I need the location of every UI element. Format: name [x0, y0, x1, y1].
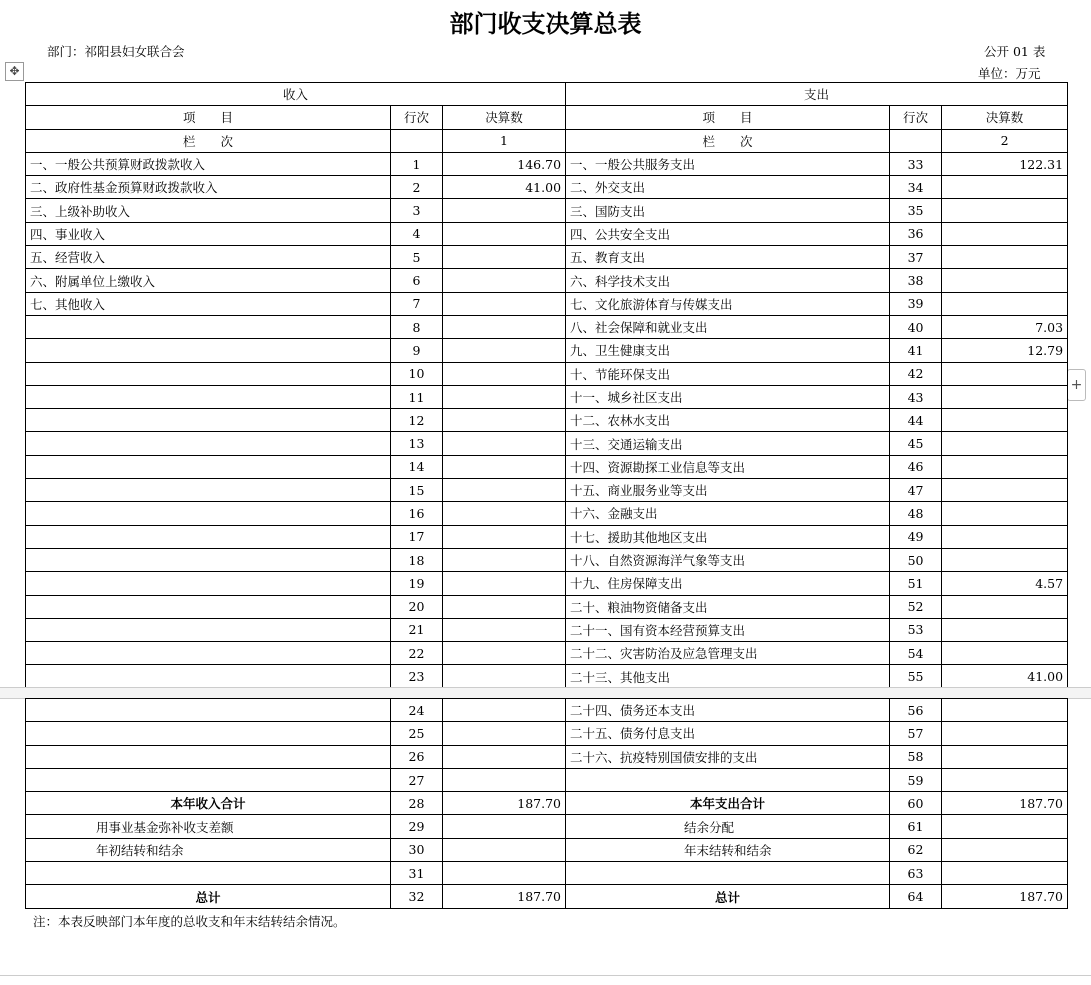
income-amount-cell [443, 838, 566, 861]
header-row-columns [26, 106, 1068, 129]
income-amount-cell: 187.70 [443, 792, 566, 815]
income-line-cell: 27 [391, 768, 443, 791]
expense-amount-cell [942, 455, 1068, 478]
table-row [26, 339, 1068, 362]
income-line-cell: 30 [391, 838, 443, 861]
income-amount-cell [443, 409, 566, 432]
table-row [26, 455, 1068, 478]
expense-line-cell: 34 [890, 176, 942, 199]
expense-amount-cell: 122.31 [942, 152, 1068, 175]
expense-line-cell: 47 [890, 479, 942, 502]
income-amount-cell [443, 246, 566, 269]
income-amount-cell [443, 199, 566, 222]
expense-item-cell: 二十四、债务还本支出 [566, 699, 890, 722]
expense-amount-cell [942, 432, 1068, 455]
income-line-cell: 16 [391, 502, 443, 525]
expense-amount-cell [942, 502, 1068, 525]
expense-item-cell: 二十一、国有资本经营预算支出 [566, 618, 890, 641]
income-amount-cell [443, 722, 566, 745]
income-item-cell: 年初结转和结余 [26, 838, 391, 861]
summary-table-part1 [25, 82, 1068, 689]
income-item-cell: 用事业基金弥补收支差额 [26, 815, 391, 838]
expense-amount-cell: 4.57 [942, 572, 1068, 595]
income-item-cell [26, 339, 391, 362]
expense-line-cell: 42 [890, 362, 942, 385]
expense-amount-cell: 41.00 [942, 665, 1068, 688]
expense-line-cell: 58 [890, 745, 942, 768]
expense-line-cell: 52 [890, 595, 942, 618]
expense-amount-cell: 187.70 [942, 885, 1068, 908]
expense-item-cell: 二十五、债务付息支出 [566, 722, 890, 745]
expense-line-cell: 45 [890, 432, 942, 455]
expense-amount-cell [942, 699, 1068, 722]
income-amount-cell [443, 618, 566, 641]
expense-item-cell: 十五、商业服务业等支出 [566, 479, 890, 502]
unit-label: 单位：万元 [978, 66, 1041, 81]
expense-item-cell: 十三、交通运输支出 [566, 432, 890, 455]
expense-amount-cell [942, 176, 1068, 199]
expense-line-cell: 51 [890, 572, 942, 595]
income-line-cell: 21 [391, 618, 443, 641]
table-row [26, 815, 1068, 838]
expense-line-cell: 57 [890, 722, 942, 745]
income-amount-cell: 146.70 [443, 152, 566, 175]
expense-line-header: 行次 [890, 106, 942, 129]
expense-amount-cell [942, 246, 1068, 269]
table-row [26, 745, 1068, 768]
expense-item-cell: 七、文化旅游体育与传媒支出 [566, 292, 890, 315]
expense-amount-cell [942, 862, 1068, 885]
income-item-cell: 三、上级补助收入 [26, 199, 391, 222]
expense-item-cell: 八、社会保障和就业支出 [566, 315, 890, 338]
form-number: 公开 01 表 [984, 44, 1046, 59]
header-row-column-index [26, 129, 1068, 152]
department-label: 部门：祁阳县妇女联合会 [47, 44, 185, 59]
income-line-cell: 14 [391, 455, 443, 478]
expense-item-cell: 结余分配 [566, 815, 890, 838]
income-amount-cell [443, 665, 566, 688]
expense-line-cell: 37 [890, 246, 942, 269]
income-amount-cell [443, 572, 566, 595]
expense-line-cell: 35 [890, 199, 942, 222]
income-line-cell: 4 [391, 222, 443, 245]
income-amount-cell [443, 525, 566, 548]
table-row [26, 315, 1068, 338]
income-item-cell: 六、附属单位上缴收入 [26, 269, 391, 292]
expense-amount-cell: 7.03 [942, 315, 1068, 338]
income-line-cell: 8 [391, 315, 443, 338]
income-amount-cell [443, 339, 566, 362]
table-row [26, 432, 1068, 455]
income-line-cell: 2 [391, 176, 443, 199]
footnote: 注：本表反映部门本年度的总收支和年末结转结余情况。 [33, 914, 346, 929]
table-row [26, 665, 1068, 688]
table-row [26, 246, 1068, 269]
expense-line-cell: 53 [890, 618, 942, 641]
income-line-cell: 32 [391, 885, 443, 908]
expense-line-cell: 61 [890, 815, 942, 838]
income-item-cell: 总计 [26, 885, 391, 908]
expense-item-cell: 一、一般公共服务支出 [566, 152, 890, 175]
table-row [26, 502, 1068, 525]
income-item-cell [26, 618, 391, 641]
table-row [26, 385, 1068, 408]
income-amount-cell [443, 479, 566, 502]
table-row [26, 152, 1068, 175]
expense-line-cell: 33 [890, 152, 942, 175]
expense-header: 支出 [566, 83, 1068, 106]
table-row [26, 199, 1068, 222]
table-row [26, 269, 1068, 292]
table-row [26, 699, 1068, 722]
table-row [26, 618, 1068, 641]
expense-line-cell: 46 [890, 455, 942, 478]
income-amount-cell [443, 862, 566, 885]
income-item-cell [26, 479, 391, 502]
expense-item-cell: 十七、援助其他地区支出 [566, 525, 890, 548]
income-line-cell: 10 [391, 362, 443, 385]
income-amount-cell [443, 815, 566, 838]
expense-item-cell: 十、节能环保支出 [566, 362, 890, 385]
expense-amount-cell [942, 768, 1068, 791]
expense-line-cell: 41 [890, 339, 942, 362]
income-item-cell [26, 642, 391, 665]
expense-column-number: 2 [942, 129, 1068, 152]
expense-amount-cell [942, 548, 1068, 571]
expense-amount-cell [942, 815, 1068, 838]
expense-amount-header: 决算数 [942, 106, 1068, 129]
expense-item-cell: 二十、粮油物资储备支出 [566, 595, 890, 618]
income-item-cell [26, 385, 391, 408]
income-line-cell: 29 [391, 815, 443, 838]
table-row [26, 838, 1068, 861]
table-row [26, 176, 1068, 199]
expense-item-cell: 十六、金融支出 [566, 502, 890, 525]
expense-line-cell: 40 [890, 315, 942, 338]
expense-item-cell: 本年支出合计 [566, 792, 890, 815]
expense-amount-cell [942, 642, 1068, 665]
income-amount-cell [443, 385, 566, 408]
income-amount-cell [443, 502, 566, 525]
expense-item-cell: 五、教育支出 [566, 246, 890, 269]
income-line-cell: 13 [391, 432, 443, 455]
income-line-cell: 25 [391, 722, 443, 745]
expense-amount-cell [942, 618, 1068, 641]
expense-amount-cell [942, 479, 1068, 502]
income-line-cell: 17 [391, 525, 443, 548]
income-line-cell: 19 [391, 572, 443, 595]
income-item-cell [26, 722, 391, 745]
expense-line-cell: 44 [890, 409, 942, 432]
income-amount-cell [443, 699, 566, 722]
income-item-cell [26, 572, 391, 595]
income-amount-cell [443, 768, 566, 791]
expense-line-cell: 54 [890, 642, 942, 665]
expense-line-cell: 55 [890, 665, 942, 688]
income-item-cell [26, 525, 391, 548]
income-amount-cell [443, 595, 566, 618]
expense-item-cell: 三、国防支出 [566, 199, 890, 222]
table-row [26, 572, 1068, 595]
expense-column-label: 栏 次 [566, 129, 890, 152]
income-line-cell: 28 [391, 792, 443, 815]
income-line-cell: 22 [391, 642, 443, 665]
income-line-cell: 24 [391, 699, 443, 722]
summary-table-part2 [25, 698, 1068, 909]
table-row [26, 362, 1068, 385]
table-row [26, 525, 1068, 548]
income-header: 收入 [26, 83, 566, 106]
income-amount-cell [443, 548, 566, 571]
grand-total-row [26, 885, 1068, 908]
income-column-number: 1 [443, 129, 566, 152]
table-row [26, 595, 1068, 618]
expense-item-cell: 十一、城乡社区支出 [566, 385, 890, 408]
income-line-cell: 7 [391, 292, 443, 315]
income-amount-cell: 187.70 [443, 885, 566, 908]
expense-item-cell: 九、卫生健康支出 [566, 339, 890, 362]
expense-amount-cell [942, 525, 1068, 548]
income-line-header: 行次 [391, 106, 443, 129]
income-line-cell: 9 [391, 339, 443, 362]
income-item-cell [26, 665, 391, 688]
expense-line-cell: 36 [890, 222, 942, 245]
income-item-cell [26, 432, 391, 455]
income-item-cell [26, 455, 391, 478]
expense-item-cell: 二十三、其他支出 [566, 665, 890, 688]
income-item-cell: 本年收入合计 [26, 792, 391, 815]
income-item-cell [26, 409, 391, 432]
table-row [26, 222, 1068, 245]
empty-cell [890, 129, 942, 152]
page-bottom-line [0, 975, 1091, 976]
expense-amount-cell: 187.70 [942, 792, 1068, 815]
income-item-cell [26, 502, 391, 525]
expense-item-cell: 二十二、灾害防治及应急管理支出 [566, 642, 890, 665]
expense-amount-cell [942, 838, 1068, 861]
expense-item-cell: 二、外交支出 [566, 176, 890, 199]
income-item-cell: 四、事业收入 [26, 222, 391, 245]
expense-line-cell: 59 [890, 768, 942, 791]
table-move-handle-icon[interactable]: ✥ [5, 62, 24, 81]
income-item-cell [26, 768, 391, 791]
expense-item-cell: 十九、住房保障支出 [566, 572, 890, 595]
income-line-cell: 26 [391, 745, 443, 768]
expense-item-cell: 十四、资源勘探工业信息等支出 [566, 455, 890, 478]
add-column-icon[interactable]: + [1067, 369, 1086, 401]
income-line-cell: 5 [391, 246, 443, 269]
income-line-cell: 18 [391, 548, 443, 571]
income-amount-cell [443, 315, 566, 338]
expense-amount-cell [942, 222, 1068, 245]
income-amount-cell [443, 269, 566, 292]
income-line-cell: 11 [391, 385, 443, 408]
income-line-cell: 23 [391, 665, 443, 688]
income-amount-header: 决算数 [443, 106, 566, 129]
income-item-cell [26, 699, 391, 722]
expense-amount-cell [942, 595, 1068, 618]
income-amount-cell [443, 642, 566, 665]
page-title: 部门收支决算总表 [449, 10, 642, 38]
expense-amount-cell [942, 292, 1068, 315]
income-amount-cell [443, 432, 566, 455]
expense-amount-cell [942, 385, 1068, 408]
income-line-cell: 1 [391, 152, 443, 175]
table-row [26, 479, 1068, 502]
income-amount-cell [443, 362, 566, 385]
income-item-cell [26, 362, 391, 385]
income-item-cell: 二、政府性基金预算财政拨款收入 [26, 176, 391, 199]
income-item-cell: 五、经营收入 [26, 246, 391, 269]
expense-amount-cell [942, 409, 1068, 432]
income-item-header: 项 目 [26, 106, 391, 129]
expense-item-cell: 二十六、抗疫特别国债安排的支出 [566, 745, 890, 768]
expense-line-cell: 60 [890, 792, 942, 815]
income-line-cell: 15 [391, 479, 443, 502]
income-item-cell: 七、其他收入 [26, 292, 391, 315]
expense-item-cell: 十八、自然资源海洋气象等支出 [566, 548, 890, 571]
income-item-cell [26, 862, 391, 885]
table-row [26, 292, 1068, 315]
income-amount-cell [443, 292, 566, 315]
expense-amount-cell: 12.79 [942, 339, 1068, 362]
income-item-cell: 一、一般公共预算财政拨款收入 [26, 152, 391, 175]
expense-item-cell [566, 768, 890, 791]
income-line-cell: 12 [391, 409, 443, 432]
expense-item-cell: 十二、农林水支出 [566, 409, 890, 432]
expense-line-cell: 39 [890, 292, 942, 315]
expense-line-cell: 62 [890, 838, 942, 861]
expense-item-cell [566, 862, 890, 885]
income-amount-cell [443, 745, 566, 768]
expense-line-cell: 64 [890, 885, 942, 908]
income-line-cell: 6 [391, 269, 443, 292]
table-row [26, 722, 1068, 745]
income-amount-cell [443, 455, 566, 478]
income-item-cell [26, 595, 391, 618]
expense-line-cell: 50 [890, 548, 942, 571]
income-amount-cell: 41.00 [443, 176, 566, 199]
income-amount-cell [443, 222, 566, 245]
expense-line-cell: 49 [890, 525, 942, 548]
table-row [26, 642, 1068, 665]
income-item-cell [26, 745, 391, 768]
empty-cell [391, 129, 443, 152]
expense-line-cell: 43 [890, 385, 942, 408]
year-total-row [26, 792, 1068, 815]
expense-line-cell: 56 [890, 699, 942, 722]
expense-amount-cell [942, 722, 1068, 745]
expense-amount-cell [942, 745, 1068, 768]
expense-item-cell: 年末结转和结余 [566, 838, 890, 861]
table-row [26, 862, 1068, 885]
expense-line-cell: 38 [890, 269, 942, 292]
expense-amount-cell [942, 269, 1068, 292]
table-row [26, 768, 1068, 791]
expense-line-cell: 63 [890, 862, 942, 885]
income-line-cell: 31 [391, 862, 443, 885]
expense-amount-cell [942, 199, 1068, 222]
table-row [26, 548, 1068, 571]
expense-item-cell: 六、科学技术支出 [566, 269, 890, 292]
expense-item-cell: 四、公共安全支出 [566, 222, 890, 245]
header-row-section [26, 83, 1068, 106]
income-line-cell: 3 [391, 199, 443, 222]
income-item-cell [26, 315, 391, 338]
income-item-cell [26, 548, 391, 571]
expense-item-cell: 总计 [566, 885, 890, 908]
expense-line-cell: 48 [890, 502, 942, 525]
expense-amount-cell [942, 362, 1068, 385]
expense-item-header: 项 目 [566, 106, 890, 129]
income-line-cell: 20 [391, 595, 443, 618]
income-column-label: 栏 次 [26, 129, 391, 152]
table-row [26, 409, 1068, 432]
